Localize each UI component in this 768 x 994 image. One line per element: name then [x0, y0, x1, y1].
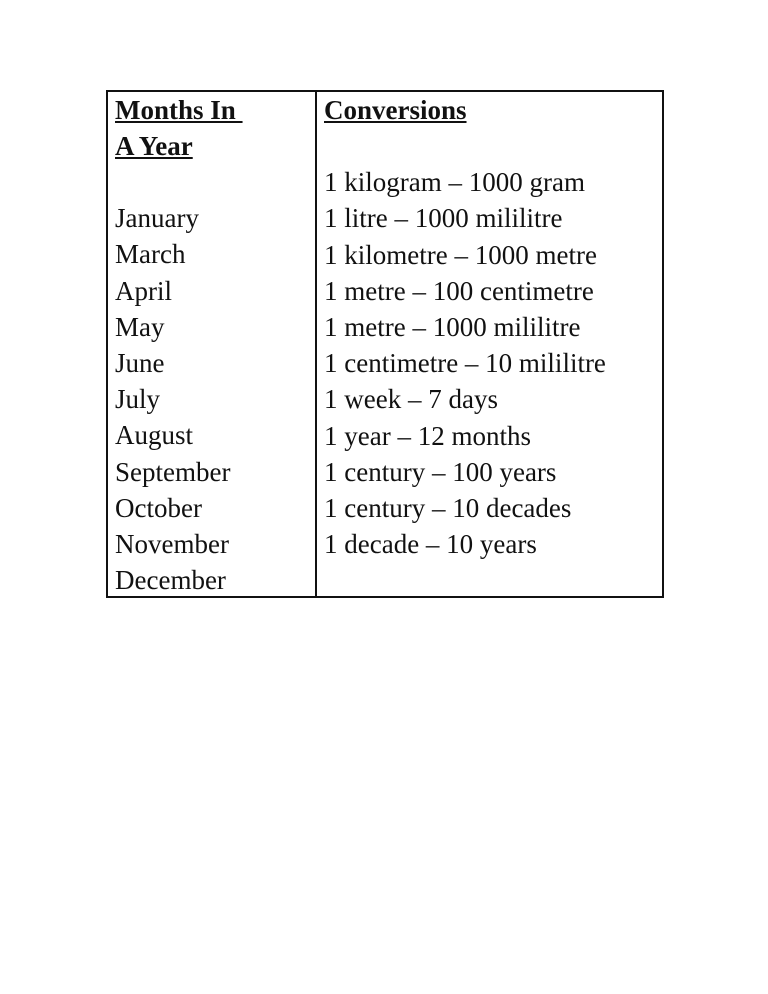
conversion-item: 1 centimetre – 10 mililitre — [324, 348, 606, 379]
conversion-item: 1 century – 100 years — [324, 456, 557, 487]
conversion-item: 1 kilometre – 1000 metre — [324, 239, 597, 270]
conversion-item: 1 litre – 1000 mililitre — [324, 203, 563, 234]
conversion-item: 1 kilogram – 1000 gram — [324, 167, 585, 198]
month-item: January — [115, 203, 199, 234]
month-item: May — [115, 311, 165, 342]
month-item: March — [115, 239, 186, 270]
conversions-heading: Conversions — [324, 95, 467, 125]
month-item: October — [115, 492, 202, 523]
spacer — [324, 128, 662, 164]
months-heading-line-2: A Year — [115, 131, 193, 161]
months-heading-line-1: Months In — [115, 95, 243, 125]
month-item: August — [115, 420, 194, 451]
conversion-item: 1 year – 12 months — [324, 420, 531, 451]
month-item: September — [115, 456, 231, 487]
conversion-item: 1 metre – 1000 mililitre — [324, 312, 581, 342]
months-conversions-table — [106, 90, 664, 598]
months-column — [108, 92, 317, 596]
month-item: June — [115, 348, 165, 378]
conversions-column — [317, 92, 662, 596]
spacer — [115, 164, 315, 200]
conversion-item: 1 decade – 10 years — [324, 529, 537, 560]
conversion-item: 1 century – 10 decades — [324, 493, 572, 524]
month-item: July — [115, 384, 161, 415]
month-item: December — [115, 565, 226, 596]
month-item: April — [115, 275, 172, 306]
conversion-item: 1 week – 7 days — [324, 384, 498, 415]
conversion-item: 1 metre – 100 centimetre — [324, 275, 594, 306]
month-item: November — [115, 529, 229, 560]
